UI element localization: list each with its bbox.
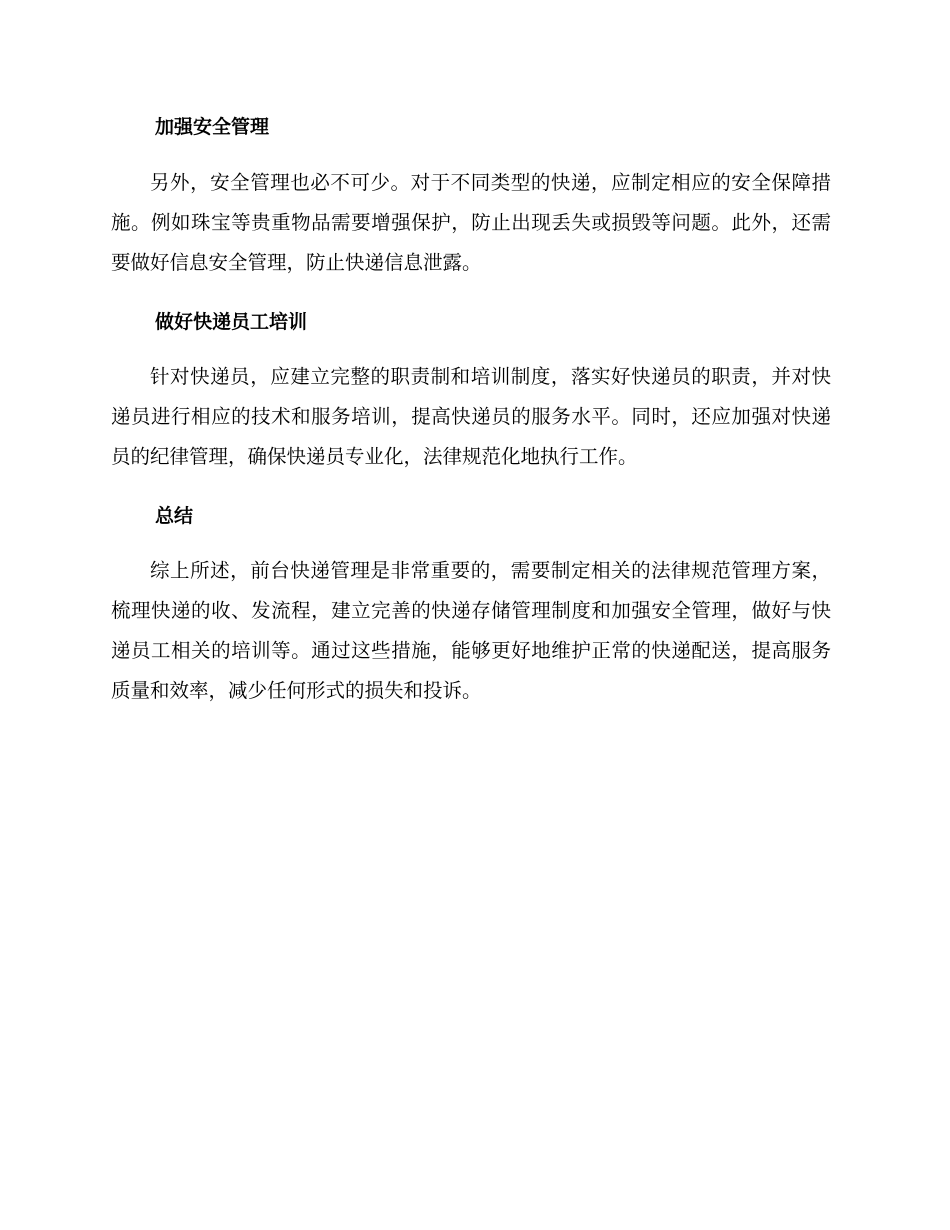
section-paragraph-security: 另外，安全管理也必不可少。对于不同类型的快递，应制定相应的安全保障措施。例如珠宝等贵重物品需要增强保护，防止出现丢失或损毁等问题。此外，还需要做好信息安全管理，防止快递信息泄露。 bbox=[111, 171, 831, 274]
section-heading-training: 做好快递员工培训 bbox=[155, 311, 308, 333]
section-paragraph-summary: 综上所述，前台快递管理是非常重要的，需要制定相关的法律规范管理方案，梳理快递的收、发流程，建立完善的快递存储管理制度和加强安全管理，做好与快递员工相关的培训等。通过这些措施，能够更好地维护正常的快递配送，提高服务质量和效率，减少任何形式的损失和投诉。 bbox=[111, 559, 831, 702]
section-paragraph-training: 针对快递员，应建立完整的职责制和培训制度，落实好快递员的职责，并对快递员进行相应的技术和服务培训，提高快递员的服务水平。同时，还应加强对快递员的纪律管理，确保快递员专业化，法律规范化地执行工作。 bbox=[111, 365, 831, 468]
section-heading-security: 加强安全管理 bbox=[155, 116, 270, 138]
section-heading-summary: 总结 bbox=[155, 505, 194, 527]
